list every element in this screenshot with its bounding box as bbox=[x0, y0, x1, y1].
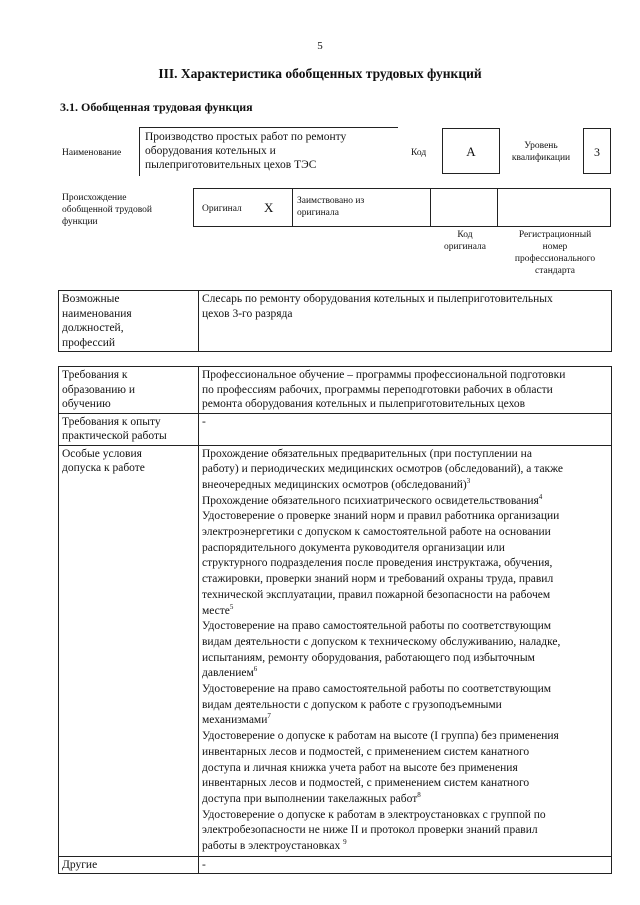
special-condition-line bbox=[202, 447, 608, 463]
special-condition-line bbox=[202, 682, 608, 698]
special-condition-text: структурного подразделения после проведения инструктажа, обучения, bbox=[202, 557, 553, 570]
special-condition-text: электроэнергетики с допуском к самостоятельной работе на основании bbox=[202, 526, 551, 539]
education-line: ремонта оборудования котельных и пылеприготовительных цехов bbox=[202, 398, 526, 410]
special-condition-line bbox=[202, 776, 608, 792]
code-original-line-2: оригинала bbox=[444, 242, 486, 252]
special-condition-line bbox=[202, 792, 608, 808]
special-condition-text: инвентарных лесов и подмостей, с применением систем канатного bbox=[202, 777, 530, 790]
original-mark: Х bbox=[264, 200, 274, 215]
education-label-line: образованию и bbox=[62, 383, 135, 396]
special-condition-line bbox=[202, 509, 608, 525]
special-condition-text: месте bbox=[202, 604, 230, 617]
special-condition-text: доступа и личная книжка учета работ на высоте без применения bbox=[202, 761, 518, 774]
special-condition-line bbox=[202, 478, 608, 494]
special-condition-text: стажировки, проверки знаний норм и требований охраны труда, правил bbox=[202, 573, 554, 586]
special-condition-text: работу) и периодических медицинских осмотров (обследований), а также bbox=[202, 463, 564, 476]
special-condition-text: Удостоверение на право самостоятельной работы по соответствующим bbox=[202, 620, 551, 633]
code-label: Код bbox=[411, 148, 427, 158]
special-condition-line bbox=[202, 839, 608, 855]
other-value: - bbox=[199, 856, 612, 874]
special-condition-line bbox=[202, 541, 608, 557]
origin-label-line-3: функции bbox=[62, 217, 98, 227]
reg-number-line-3: профессионального bbox=[514, 254, 596, 264]
special-condition-line bbox=[202, 619, 608, 635]
reg-number-caption bbox=[499, 229, 611, 277]
special-condition-line bbox=[202, 604, 608, 620]
special-condition-line bbox=[202, 556, 608, 572]
special-condition-line bbox=[202, 588, 608, 604]
original-label: Оригинал bbox=[202, 204, 242, 214]
education-value bbox=[199, 367, 612, 414]
education-line: Профессиональное обучение – программы профессиональной подготовки bbox=[202, 369, 566, 381]
footnote-marker: 4 bbox=[538, 492, 543, 501]
borrowed-cell bbox=[292, 188, 431, 227]
education-label-line: обучению bbox=[62, 398, 111, 410]
requirements-table bbox=[58, 366, 612, 874]
experience-label bbox=[59, 413, 199, 445]
special-conditions-value bbox=[199, 445, 612, 856]
footnote-marker: 7 bbox=[267, 712, 271, 721]
level-label bbox=[505, 140, 577, 164]
footnote-marker: 9 bbox=[343, 838, 347, 847]
special-condition-text: Удостоверение на право самостоятельной работы по соответствующим bbox=[202, 683, 551, 696]
special-condition-text: механизмами bbox=[202, 714, 268, 727]
special-condition-text: внеочередных медицинских осмотров (обследований) bbox=[202, 478, 467, 491]
special-condition-text: Прохождение обязательных предварительных (при поступлении на bbox=[202, 447, 532, 460]
footnote-marker: 5 bbox=[229, 602, 234, 611]
special-condition-line bbox=[202, 525, 608, 541]
education-label bbox=[59, 367, 199, 414]
special-condition-line bbox=[202, 494, 608, 510]
special-condition-line bbox=[202, 698, 608, 714]
experience-label-line: практической работы bbox=[62, 430, 167, 442]
positions-label-line: Возможные bbox=[62, 293, 120, 305]
special-condition-text: работы в электроустановках bbox=[202, 840, 344, 853]
positions-label-line: должностей, bbox=[62, 322, 124, 334]
section-title: III. Характеристика обобщенных трудовых функций bbox=[158, 66, 482, 81]
special-condition-text: видам деятельности с допуском к работе с грузоподъемными bbox=[202, 698, 502, 711]
name-label: Наименование bbox=[62, 148, 122, 158]
experience-value: - bbox=[199, 413, 612, 445]
special-condition-text: Удостоверение о допуске к работам в электроустановках с группой по bbox=[202, 808, 546, 821]
positions-value bbox=[199, 291, 612, 352]
special-condition-line bbox=[202, 808, 608, 824]
positions-label-line: наименования bbox=[62, 307, 132, 320]
function-name-box bbox=[139, 127, 398, 176]
special-condition-line bbox=[202, 745, 608, 761]
special-condition-text: давлением bbox=[202, 667, 254, 680]
borrowed-line-1: Заимствовано из bbox=[297, 196, 365, 206]
footnote-marker: 8 bbox=[417, 791, 421, 800]
footnote-marker: 3 bbox=[466, 477, 471, 486]
positions-table bbox=[58, 290, 612, 352]
special-condition-line bbox=[202, 729, 608, 745]
special-condition-line bbox=[202, 823, 608, 839]
special-condition-line bbox=[202, 666, 608, 682]
origin-label-line-1: Происхождение bbox=[62, 193, 127, 203]
original-cell bbox=[193, 188, 293, 227]
positions-label-line: профессий bbox=[62, 336, 116, 349]
origin-label-line-2: обобщенной трудовой bbox=[62, 205, 152, 215]
footnote-marker: 6 bbox=[253, 665, 258, 674]
reg-number-cell bbox=[497, 188, 611, 227]
subsection-title: 3.1. Обобщенная трудовая функция bbox=[60, 100, 253, 114]
code-original-line-1: Код bbox=[457, 230, 473, 240]
code-value: А bbox=[442, 128, 500, 174]
special-condition-line bbox=[202, 651, 608, 667]
level-label-line-1: Уровень bbox=[524, 141, 558, 151]
special-condition-text: Удостоверение о проверке знаний норм и правил работника организации bbox=[202, 510, 560, 523]
borrowed-line-2: оригинала bbox=[297, 208, 339, 218]
special-condition-text: Удостоверение о допуске к работам на высоте (I группа) без применения bbox=[202, 730, 559, 743]
special-condition-text: электробезопасности не ниже II и протокол проверки знаний правил bbox=[202, 824, 538, 837]
reg-number-line-1: Регистрационный bbox=[518, 230, 592, 240]
special-condition-line bbox=[202, 761, 608, 777]
level-label-line-2: квалификации bbox=[511, 153, 571, 163]
special-condition-text: технической эксплуатации, правил пожарной безопасности на рабочем bbox=[202, 588, 551, 601]
other-label: Другие bbox=[59, 856, 199, 874]
positions-value-line: Слесарь по ремонту оборудования котельных и пылеприготовительных bbox=[202, 293, 553, 305]
special-condition-text: испытаниям, ремонту оборудования, работающего под избыточным bbox=[202, 651, 535, 664]
code-original-caption bbox=[432, 229, 498, 253]
special-condition-text: распорядительного документа руководителя организации или bbox=[202, 541, 505, 554]
level-value: 3 bbox=[583, 128, 611, 174]
reg-number-line-2: номер bbox=[542, 242, 568, 252]
page-number: 5 bbox=[317, 40, 323, 52]
function-name-line-3: пылеприготовительных цехов ТЭС bbox=[145, 159, 317, 171]
special-label-line: Особые условия bbox=[62, 447, 142, 460]
special-label-line: допуска к работе bbox=[62, 462, 145, 474]
special-condition-line bbox=[202, 713, 608, 729]
origin-label bbox=[62, 192, 152, 228]
special-condition-text: Прохождение обязательного психиатрического освидетельствования bbox=[202, 494, 539, 507]
special-condition-text: доступа при выполнении такелажных работ bbox=[202, 792, 418, 805]
function-name-line-1: Производство простых работ по ремонту bbox=[145, 131, 347, 143]
positions-label bbox=[59, 291, 199, 352]
education-line: по профессиям рабочих, программы переподготовки рабочих в области bbox=[202, 383, 553, 396]
special-condition-line bbox=[202, 572, 608, 588]
reg-number-line-4: стандарта bbox=[535, 266, 575, 276]
code-original-cell bbox=[430, 188, 498, 227]
experience-label-line: Требования к опыту bbox=[62, 415, 161, 428]
education-label-line: Требования к bbox=[62, 369, 128, 381]
special-condition-line bbox=[202, 462, 608, 478]
function-name-line-2: оборудования котельных и bbox=[145, 145, 276, 157]
special-condition-text: видам деятельности с допуском к техническому обслуживанию, наладке, bbox=[202, 635, 561, 648]
special-condition-line bbox=[202, 635, 608, 651]
special-conditions-label bbox=[59, 445, 199, 856]
special-condition-text: инвентарных лесов и подмостей, с применением систем канатного bbox=[202, 745, 530, 758]
positions-value-line: цехов 3-го разряда bbox=[202, 307, 293, 320]
